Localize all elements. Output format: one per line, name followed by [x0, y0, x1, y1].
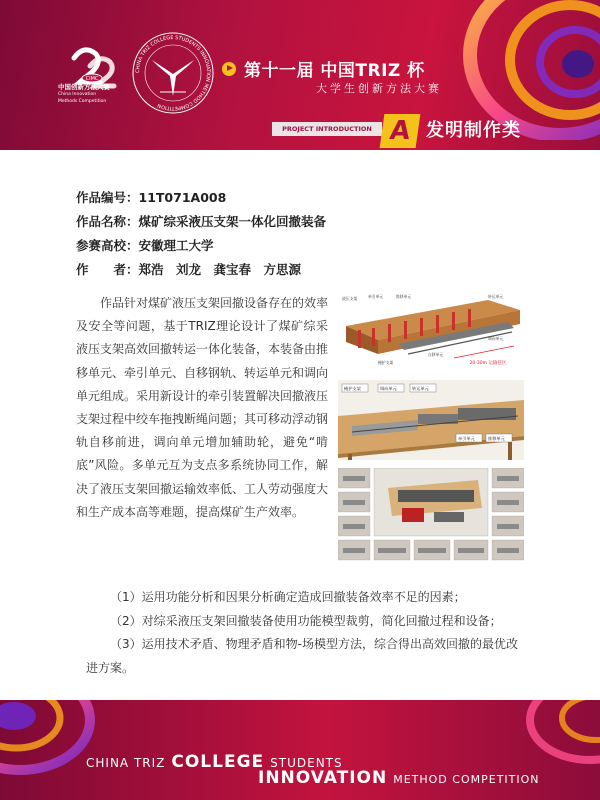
decorative-swirl-graphic: [0, 700, 140, 800]
description-paragraph: 作品针对煤矿液压支架回撤设备存在的效率及安全等问题，基于TRIZ理论设计了煤矿综采液压支架高效回撤转运一体化装备，本装备由推移单元、牵引单元、自移钢轨、转运单元和调向单元组成。采用新设计的牵引装置解决回撤液压支架过程中绞车拖拽断绳问题；其可移动浮动钢轨自移前进，调向单元增加辅助轮，避免“啃底”风险。多单元互为支点多系统协同工作，解决了液压支架回撤运输效率低、工人劳动强度大和生产成本高等难题，提高煤矿生产效率。: [76, 296, 329, 519]
id-value: 11T071A008: [138, 190, 227, 205]
fig-top-label-8: 20-30m 运输巷区: [469, 361, 507, 366]
equipment-3d-render-image: [338, 292, 524, 372]
play-triangle-icon: [222, 62, 236, 76]
footer-college: COLLEGE: [171, 752, 265, 772]
name-value: 煤矿综采液压支架一体化回撤装备: [138, 214, 327, 229]
fig-top-label-3: 推移单元: [396, 294, 412, 299]
footer-innovation: INNOVATION: [258, 768, 388, 788]
competition-title: 第十一届 中国TRIZ 杯: [244, 61, 425, 81]
cimc-caption-en2: Methods Competition: [58, 99, 107, 104]
info-row-id: [76, 186, 326, 210]
info-row-authors: [76, 258, 326, 282]
school-value: 安徽理工大学: [138, 238, 214, 253]
fig-mid-label-2: 调向单元: [380, 386, 397, 391]
project-description: [76, 292, 328, 524]
category-label: 发明制作类: [426, 120, 521, 141]
project-info: [76, 186, 326, 282]
fig-top-label-5: 调向单元: [488, 336, 504, 341]
method-point-2: （2）对综采液压支架回撤装备使用功能模型裁剪，简化回撤过程和设备；: [110, 613, 502, 628]
footer-line-2: [258, 768, 540, 788]
info-row-school: [76, 234, 326, 258]
fig-top-label-6: 自移单元: [428, 352, 444, 357]
method-point-3: （3）运用技术矛盾、物理矛盾和物-场模型方法，综合得出高效回撤的最优改进方案。: [86, 637, 518, 675]
id-label: 作品编号：: [76, 190, 139, 205]
footer-method-competition: METHOD COMPETITION: [393, 773, 540, 786]
fig-mid-label-3: 转运单元: [412, 386, 429, 391]
footer-china-triz: CHINA TRIZ: [86, 756, 166, 770]
cimc-caption-en1: China Innovation: [58, 92, 97, 97]
category-letter-badge: A: [380, 114, 421, 148]
school-label: 参赛高校：: [76, 238, 139, 253]
prototype-photo-collage-image: [338, 468, 524, 562]
equipment-prototype-photo-image: [338, 380, 524, 460]
competition-title-row: [222, 56, 425, 81]
cimc-caption-cn: 中国创新方法大赛: [58, 83, 110, 91]
name-label: 作品名称：: [76, 214, 139, 229]
fig-top-label-1: 液压支架: [342, 296, 358, 301]
info-row-name: [76, 210, 326, 234]
method-points: [86, 586, 526, 680]
triz-competition-emblem-icon: [130, 30, 216, 116]
fig-mid-label-1: 掩护支架: [344, 386, 361, 391]
fig-mid-label-5: 推移单元: [488, 436, 505, 441]
fig-mid-label-4: 牵引单元: [458, 436, 475, 441]
authors-value: 郑浩 刘龙 龚宝春 方思源: [138, 262, 302, 277]
author-label: 作 者：: [76, 262, 139, 277]
cimc-logo-caption: [58, 84, 138, 105]
fig-top-label-2: 牵引单元: [368, 294, 384, 299]
project-introduction-bar: PROJECT INTRODUCTION: [272, 122, 382, 136]
cimc-badge-text: CIMC: [85, 76, 99, 82]
competition-subtitle: 大学生创新方法大赛: [316, 82, 442, 95]
emblem-ring-text: CHINA TRIZ COLLEGE STUDENTS INNOVATION METHOD COMPETITION: [134, 34, 212, 112]
header-banner: [0, 0, 600, 150]
footer-students: STUDENTS: [270, 756, 343, 770]
method-point-1: （1）运用功能分析和因果分析确定造成回撤装备效率不足的因素；: [110, 590, 466, 604]
fig-top-label-4: 转运单元: [488, 294, 504, 299]
fig-top-label-7: 掩护支架: [378, 360, 394, 365]
